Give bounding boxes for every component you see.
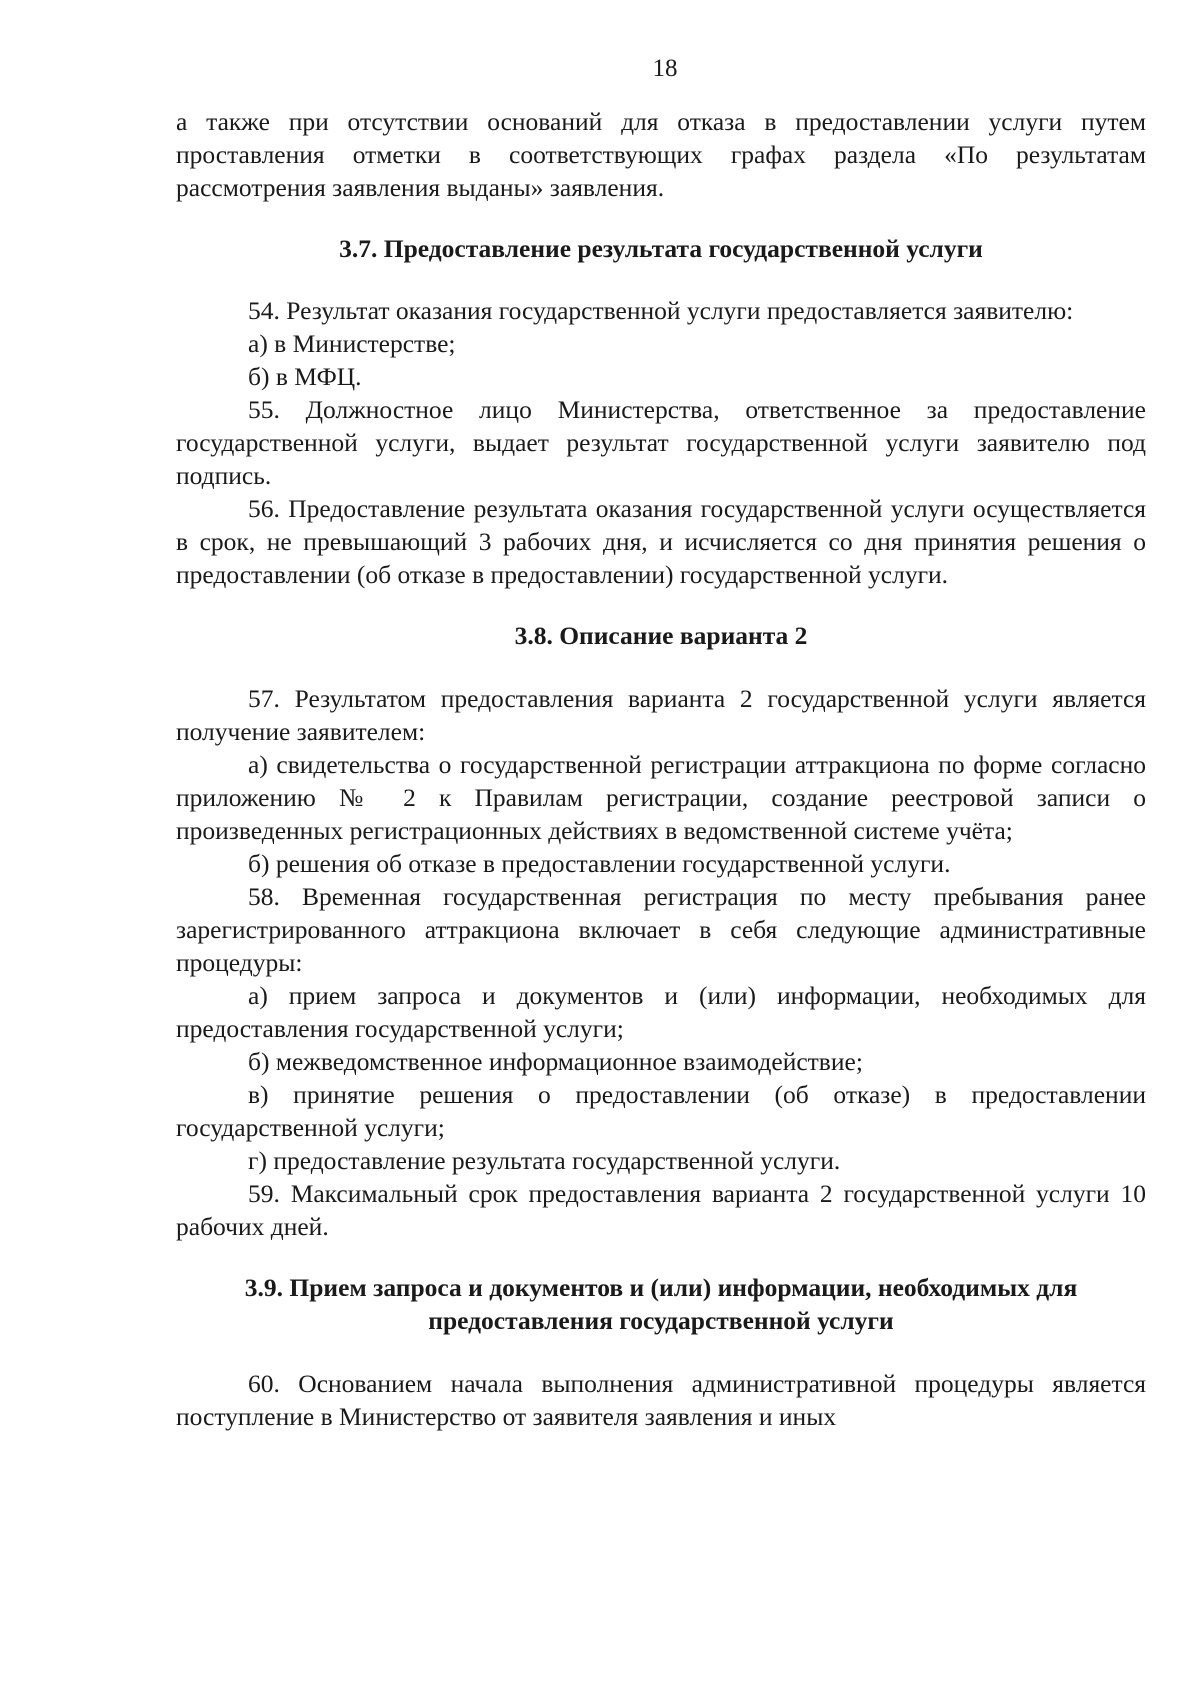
section-3-8-heading: 3.8. Описание варианта 2: [514, 621, 808, 650]
paragraph-57: 57. Результатом предоставления варианта 2 государственной услуги является получение заявителем:: [176, 684, 1146, 746]
paragraph-57-item-b: б) решения об отказе в предоставлении государственной услуги.: [248, 849, 951, 878]
paragraph-54-item-a: а) в Министерстве;: [248, 329, 456, 358]
paragraph-58: 58. Временная государственная регистрация по месту пребывания ранее зарегистрированного аттракциона включает в себя следующие административные процедуры:: [176, 882, 1146, 977]
section-3-9-heading-line-2: предоставления государственной услуги: [428, 1306, 894, 1335]
section-3-7-heading: 3.7. Предоставление результата государственной услуги: [339, 234, 983, 263]
paragraph-58-item-g: г) предоставление результата государственной услуги.: [248, 1146, 841, 1175]
paragraph-58-item-b: б) межведомственное информационное взаимодействие;: [248, 1047, 863, 1076]
section-3-9-heading: [176, 1271, 1146, 1337]
paragraph-58-item-a: а) прием запроса и документов и (или) информации, необходимых для предоставления государственной услуги;: [176, 981, 1146, 1043]
paragraph-58-item-v: в) принятие решения о предоставлении (об отказе) в предоставлении государственной услуги;: [176, 1080, 1146, 1142]
page-number: 18: [652, 55, 678, 82]
document-page: [176, 52, 1146, 1433]
paragraph-59: 59. Максимальный срок предоставления варианта 2 государственной услуги 10 рабочих дней.: [176, 1179, 1146, 1241]
paragraph-57-item-a: а) свидетельства о государственной регистрации аттракциона по форме согласно приложению № 2 к Правилам регистрации, создание реестровой записи о произведенных регистрационных действиях в ведомственной системе учёта;: [176, 750, 1146, 845]
paragraph-54: 54. Результат оказания государственной услуги предоставляется заявителю:: [248, 296, 1074, 325]
paragraph-56: 56. Предоставление результата оказания государственной услуги осуществляется в срок, не превышающий 3 рабочих дня, и исчисляется со дня принятия решения о предоставлении (об отказе в предоставлении) государственной услуги.: [176, 494, 1146, 589]
paragraph-55: 55. Должностное лицо Министерства, ответственное за предоставление государственной услуги, выдает результат государственной услуги заявителю под подпись.: [176, 395, 1146, 490]
intro-paragraph: а также при отсутствии оснований для отказа в предоставлении услуги путем проставления отметки в соответствующих графах раздела «По результатам рассмотрения заявления выданы» заявления.: [176, 107, 1146, 202]
section-3-9-heading-line-1: 3.9. Прием запроса и документов и (или) информации, необходимых для: [244, 1273, 1078, 1302]
paragraph-54-item-b: б) в МФЦ.: [248, 362, 362, 391]
paragraph-60: 60. Основанием начала выполнения административной процедуры является поступление в Министерство от заявителя заявления и иных: [176, 1369, 1146, 1431]
